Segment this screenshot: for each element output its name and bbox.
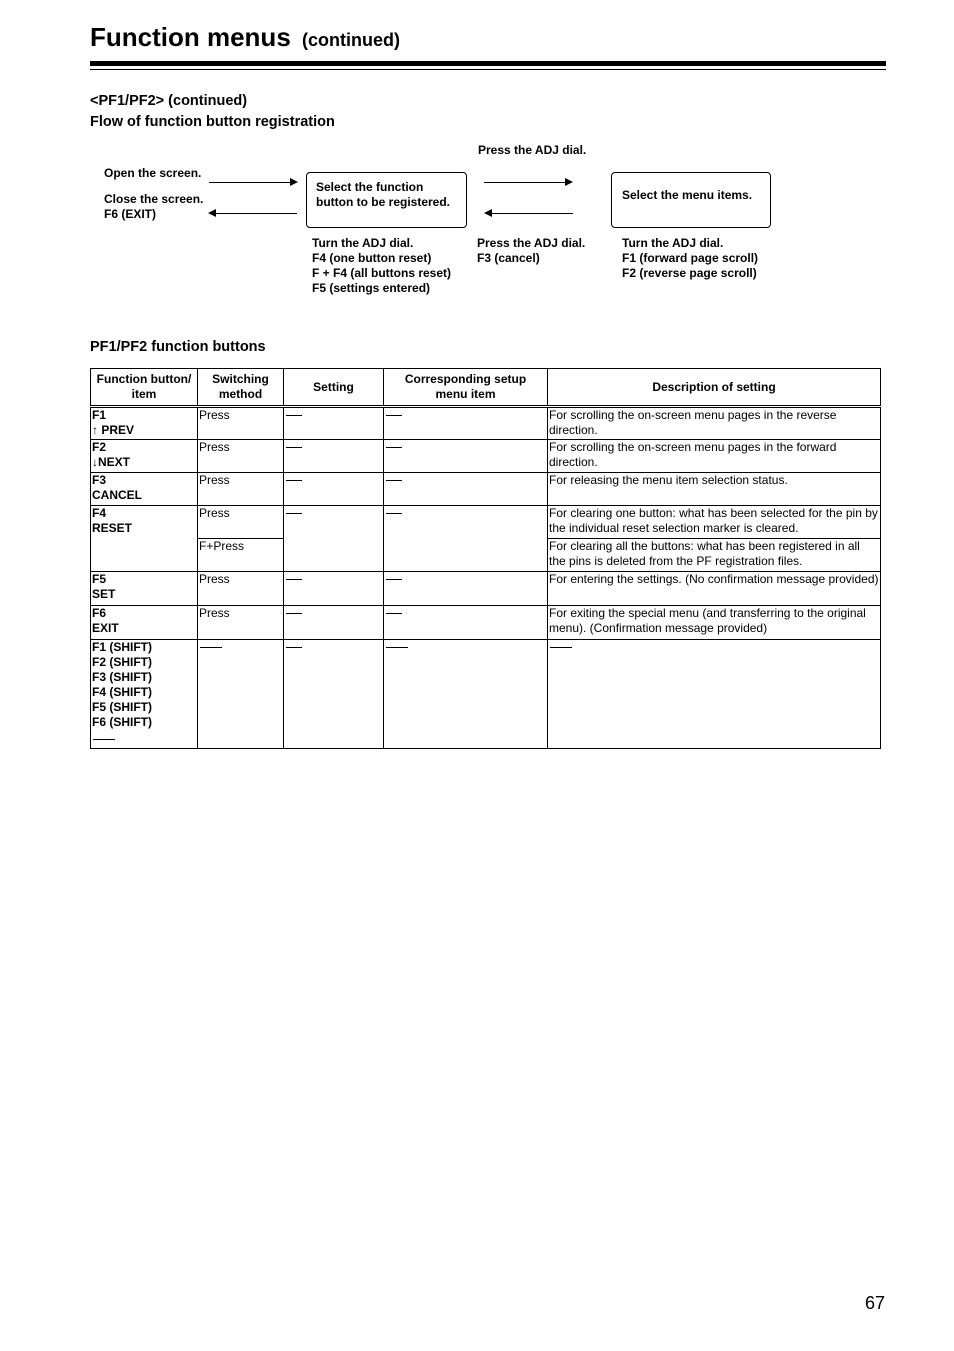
row-switching-method-alt: F+Press [198, 539, 284, 572]
col-header-setup-menu-item: Corresponding setup menu item [384, 369, 548, 407]
dash-mark [286, 473, 302, 481]
table-heading: PF1/PF2 function buttons [90, 339, 266, 355]
flow-below-middle-text: Press the ADJ dial. F3 (cancel) [477, 236, 586, 265]
row-setup-dash [384, 407, 548, 440]
dash-mark [386, 640, 408, 648]
flow-close-screen-label: Close the screen. F6 (EXIT) [104, 192, 204, 221]
row-setting-dash [284, 440, 384, 473]
table-row [91, 473, 881, 506]
flow-arrow-back [486, 213, 573, 214]
dash-mark [286, 606, 302, 614]
row-description: For scrolling the on-screen menu pages in the forward direction. [548, 440, 881, 473]
row-function-name: F2 ↓NEXT [91, 440, 198, 473]
section-continued-heading: <PF1/PF2> (continued) [90, 93, 248, 109]
dash-mark [386, 408, 402, 416]
row-setting-dash [284, 572, 384, 606]
row-setting-dash [284, 606, 384, 640]
function-buttons-table [90, 368, 881, 749]
row-switching-method: Press [198, 407, 284, 440]
flow-open-screen-label: Open the screen. [104, 166, 202, 180]
flow-below-box2-text: Turn the ADJ dial. F1 (forward page scroll) F2 (reverse page scroll) [622, 236, 759, 280]
row-switching-method: Press [198, 572, 284, 606]
row-setup-dash [384, 606, 548, 640]
row-setup-dash [384, 473, 548, 506]
flow-press-adj-label: Press the ADJ dial. [478, 143, 587, 157]
table-row [91, 640, 881, 749]
page-number: 67 [864, 1293, 885, 1313]
shift-keys-list: F1 (SHIFT) F2 (SHIFT) F3 (SHIFT) F4 (SHIFT) F5 (SHIFT) F6 (SHIFT) [92, 640, 152, 729]
row-description: For clearing one button: what has been selected for the pin by the individual reset selection marker is cleared. [548, 506, 881, 539]
table-row [91, 440, 881, 473]
page-title-main: Function menus [90, 22, 291, 52]
dash-mark [286, 440, 302, 448]
dash-mark [286, 640, 302, 648]
row-function-name: F3 CANCEL [91, 473, 198, 506]
dash-mark [386, 473, 402, 481]
dash-mark [386, 572, 402, 580]
dash-mark [550, 640, 572, 648]
row-setup-dash [384, 506, 548, 572]
flow-box-select-menu-items: Select the menu items. [611, 172, 771, 228]
table-row [91, 606, 881, 640]
row-function-name: F1 ↑ PREV [91, 407, 198, 440]
table-header-row [91, 369, 881, 407]
flow-arrow-open [209, 182, 296, 183]
row-description: For entering the settings. (No confirmation message provided) [548, 572, 881, 606]
flow-arrow-close [210, 213, 297, 214]
row-setup-dash [384, 640, 548, 749]
row-setting-dash [284, 473, 384, 506]
flow-below-box1-text: Turn the ADJ dial. F4 (one button reset) F + F4 (all buttons reset) F5 (settings entered) [312, 236, 452, 295]
table-row [91, 572, 881, 606]
row-description: For exiting the special menu (and transferring to the original menu). (Confirmation message provided) [548, 606, 881, 640]
dash-mark [286, 572, 302, 580]
title-rule-thick [90, 61, 886, 66]
dash-mark [386, 506, 402, 514]
row-function-name: F5 SET [91, 572, 198, 606]
row-setup-dash [384, 440, 548, 473]
page-title-subtitle: (continued) [302, 30, 400, 50]
row-setting-dash [284, 640, 384, 749]
row-setting-dash [284, 506, 384, 572]
row-function-name: F4 RESET [91, 506, 198, 572]
row-description-alt: For clearing all the buttons: what has been registered in all the pins is deleted from the PF registration files. [548, 539, 881, 572]
col-header-description: Description of setting [548, 369, 881, 407]
row-switching-method: Press [198, 473, 284, 506]
col-header-function-button: Function button/ item [91, 369, 198, 407]
row-function-name: F6 EXIT [91, 606, 198, 640]
table-row [91, 407, 881, 440]
dash-mark [386, 606, 402, 614]
row-switching-method: Press [198, 506, 284, 539]
title-rule-thin [90, 69, 886, 70]
row-description-dash [548, 640, 881, 749]
row-setting-dash [284, 407, 384, 440]
flow-arrow-to-menu [484, 182, 571, 183]
flow-heading: Flow of function button registration [90, 114, 335, 130]
page-title [90, 22, 400, 53]
dash-mark [93, 732, 115, 740]
dash-mark [286, 506, 302, 514]
flow-box-select-function: Select the function button to be registered. [306, 172, 467, 228]
dash-mark [286, 408, 302, 416]
row-description: For releasing the menu item selection status. [548, 473, 881, 506]
col-header-switching-method: Switching method [198, 369, 284, 407]
row-description: For scrolling the on-screen menu pages in the reverse direction. [548, 407, 881, 440]
col-header-setting: Setting [284, 369, 384, 407]
row-function-name [91, 640, 198, 749]
dash-mark [386, 440, 402, 448]
dash-mark [200, 640, 222, 648]
table-row [91, 506, 881, 539]
row-switching-method-dash [198, 640, 284, 749]
row-setup-dash [384, 572, 548, 606]
row-switching-method: Press [198, 440, 284, 473]
row-switching-method: Press [198, 606, 284, 640]
